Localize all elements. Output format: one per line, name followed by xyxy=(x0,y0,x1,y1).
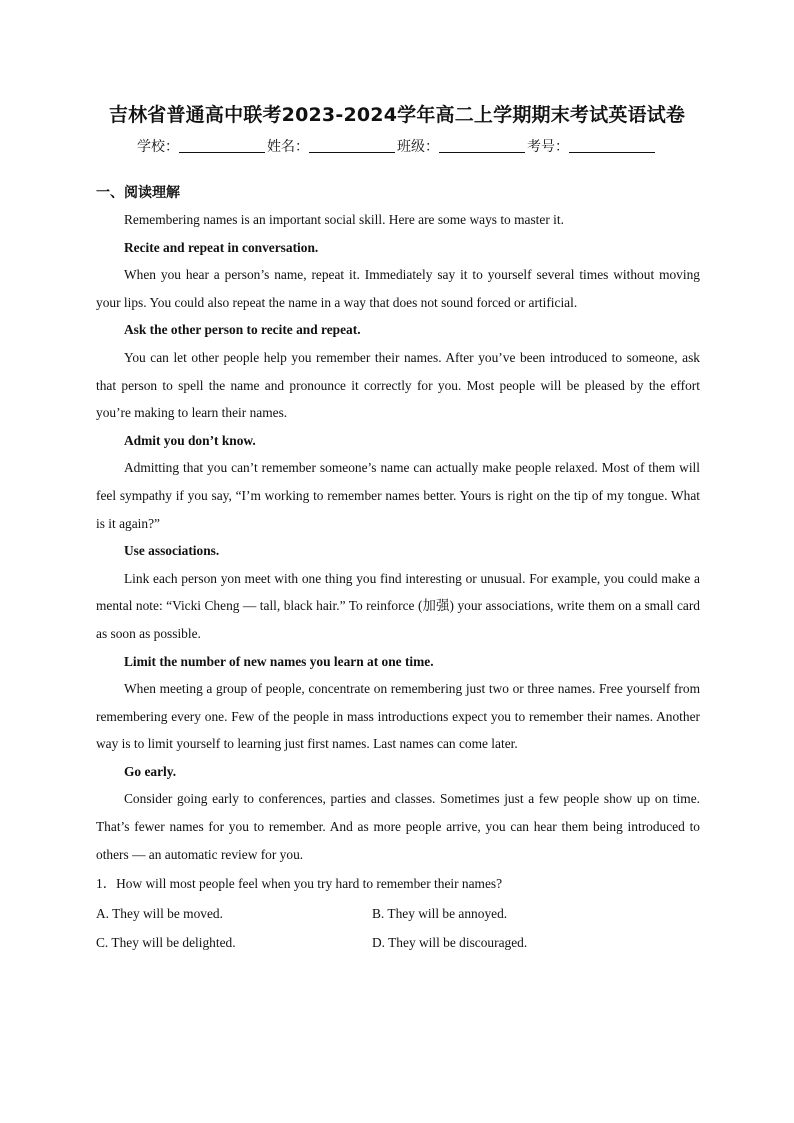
class-blank[interactable] xyxy=(439,138,525,153)
tip-text: Consider going early to conferences, parties and classes. Sometimes just a few people show up on time. That’s fewer names for you to remember. And as more people arrive, you can hear them being introduced to others — an automatic review for you. xyxy=(96,791,700,862)
school-blank[interactable] xyxy=(179,138,265,153)
tip-heading: Admit you don’t know. xyxy=(124,432,256,448)
exam-number-blank[interactable] xyxy=(569,138,655,153)
question-1-options-row-1 xyxy=(96,900,700,928)
tip-text: You can let other people help you remember their names. After you’ve been introduced to someone, ask that person to spell the name and pronounce it correctly for you. Most people will be pleased by the effort you’re making to learn their names. xyxy=(96,349,700,421)
tip-heading: Limit the number of new names you learn at one time. xyxy=(124,653,434,669)
school-label: 学校： xyxy=(137,139,179,155)
option-c[interactable]: C. They will be delighted. xyxy=(96,935,236,951)
name-label: 姓名： xyxy=(267,139,309,155)
option-d[interactable]: D. They will be discouraged. xyxy=(372,935,528,951)
tip-heading: Recite and repeat in conversation. xyxy=(124,239,319,255)
tip-heading: Go early. xyxy=(124,763,177,779)
tip-heading: Ask the other person to recite and repeat. xyxy=(124,322,361,338)
question-1-stem: 1．How will most people feel when you try hard to remember their names? xyxy=(96,876,503,892)
class-field xyxy=(397,136,527,156)
question-1-options-row-2 xyxy=(96,929,700,957)
name-blank[interactable] xyxy=(309,138,395,153)
tip-text: Link each person yon meet with one thing you find interesting or unusual. For example, you could make a mental note: “Vicki Cheng — tall, black hair.” To reinforce (加强) your associations, write them on a small card as soon as possible. xyxy=(96,570,700,641)
exam-number-field xyxy=(527,136,657,156)
option-b[interactable]: B. They will be annoyed. xyxy=(372,905,508,921)
class-label: 班级： xyxy=(397,139,439,155)
tip-text: When meeting a group of people, concentrate on remembering just two or three names. Free yourself from remembering every one. Few of the people in mass introductions expect you to remember their names. Another way is to limit yourself to learning just first names. Last names can come later. xyxy=(96,681,700,752)
school-field xyxy=(137,136,267,156)
exam-number-label: 考号： xyxy=(527,139,569,155)
reading-passage xyxy=(96,206,700,957)
student-info-row xyxy=(0,136,794,156)
section-heading: 一、阅读理解 xyxy=(96,185,180,201)
exam-title: 吉林省普通高中联考2023-2024学年高二上学期期末考试英语试卷 xyxy=(108,104,686,126)
name-field xyxy=(267,136,397,156)
passage-intro: Remembering names is an important social skill. Here are some ways to master it. xyxy=(124,212,564,227)
option-a[interactable]: A. They will be moved. xyxy=(96,905,223,921)
tip-text: Admitting that you can’t remember someone’s name can actually make people relaxed. Most of them will feel sympathy if you say, “I’m working to remember names better. Yours is right on the tip of my tongue. What is it again?” xyxy=(96,460,700,531)
tip-text: When you hear a person’s name, repeat it. Immediately say it to yourself several times without moving your lips. You could also repeat the name in a way that does not sound forced or artificial. xyxy=(96,267,700,310)
tip-heading: Use associations. xyxy=(124,543,220,559)
